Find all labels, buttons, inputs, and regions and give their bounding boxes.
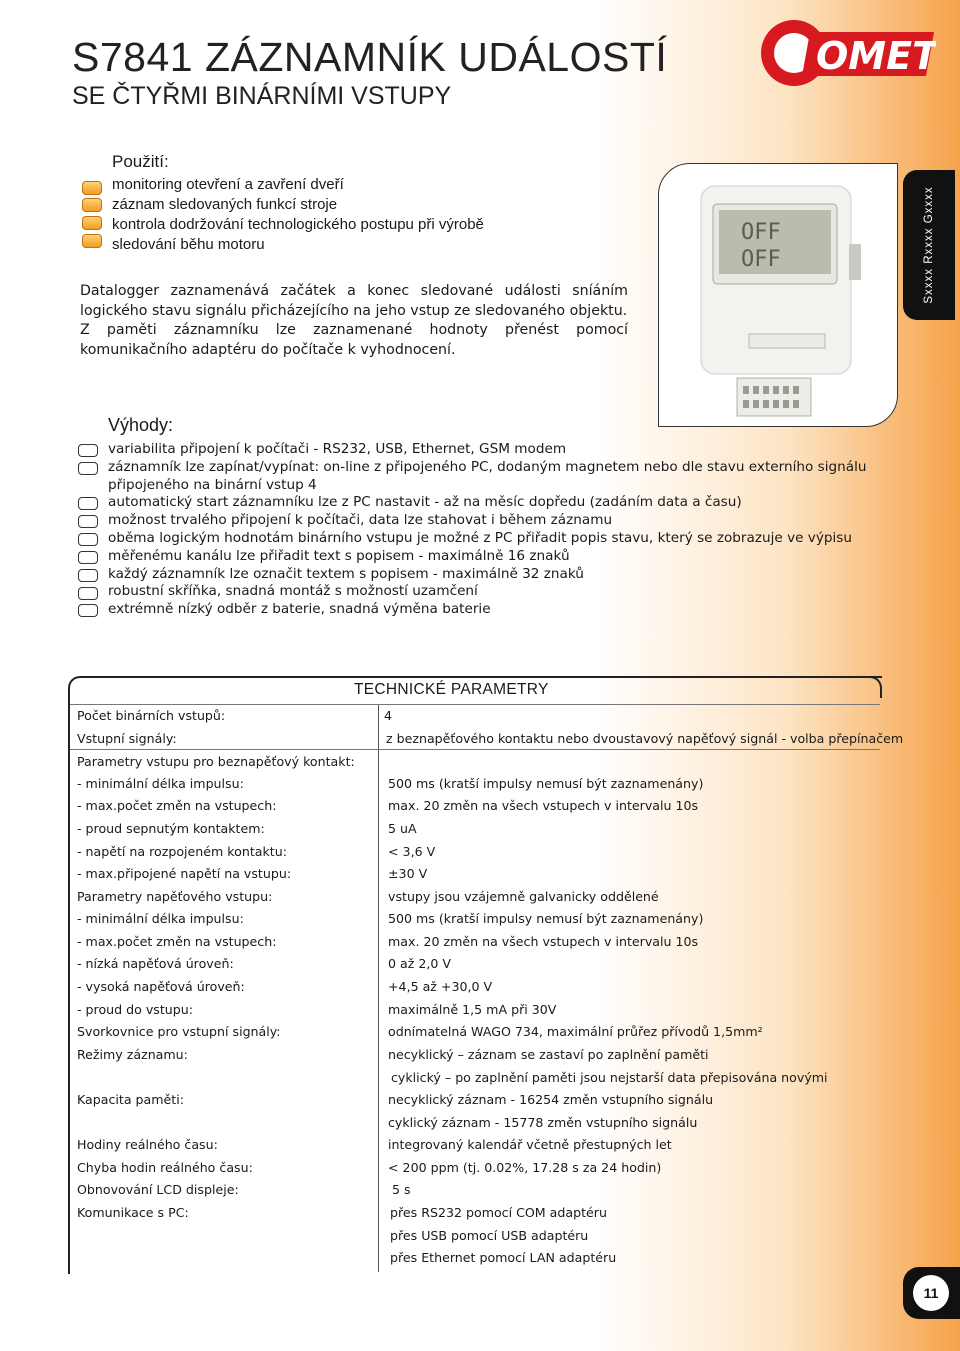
param-value: necyklický záznam - 16254 změn vstupního signálu bbox=[388, 1092, 714, 1107]
description-paragraph: Z paměti záznamníku lze zaznamenané hodnoty přenést pomocí komunikačního adaptéru do počítače k vyhodnocení. bbox=[80, 322, 628, 358]
param-value: 500 ms (kratší impulsy nemusí být zaznamenány) bbox=[388, 776, 704, 791]
checkbox-icon bbox=[78, 515, 98, 528]
usage-heading: Použití: bbox=[112, 152, 169, 171]
param-label: - minimální délka impulsu: bbox=[77, 911, 244, 926]
page-number: 11 bbox=[913, 1275, 949, 1311]
param-value: max. 20 změn na všech vstupech v intervalu 10s bbox=[388, 934, 699, 949]
param-label: - proud sepnutým kontaktem: bbox=[77, 821, 265, 836]
param-value: cyklický – po zaplnění paměti jsou nejstarší data přepisována novými bbox=[391, 1070, 828, 1085]
advantage-item: oběma logickým hodnotám binárního vstupu je možné z PC přiřadit popis stavu, který se zobrazuje ve výpisu bbox=[108, 530, 852, 546]
advantage-item: extrémně nízký odběr z baterie, snadná výměna baterie bbox=[108, 601, 491, 617]
param-label: Svorkovnice pro vstupní signály: bbox=[77, 1024, 281, 1039]
advantage-item: každý záznamník lze označit textem s popisem - maximálně 32 znaků bbox=[108, 566, 584, 582]
param-label: - max.připojené napětí na vstupu: bbox=[77, 866, 292, 881]
tech-params-heading: TECHNICKÉ PARAMETRY bbox=[354, 681, 549, 698]
param-value: 4 bbox=[384, 708, 393, 723]
usage-item: sledování běhu motoru bbox=[112, 236, 265, 253]
param-label: - max.počet změn na vstupech: bbox=[77, 798, 277, 813]
display-line-1: OFF bbox=[741, 220, 781, 245]
page-title: S7841 ZÁZNAMNÍK UDÁLOSTÍ bbox=[72, 34, 668, 80]
param-value: 0 až 2,0 V bbox=[388, 956, 451, 971]
page-subtitle: SE ČTYŘMI BINÁRNÍMI VSTUPY bbox=[72, 82, 452, 110]
param-value: z beznapěťového kontaktu nebo dvoustavový napěťový signál - volba přepínačem bbox=[386, 731, 904, 746]
param-value: < 3,6 V bbox=[388, 844, 436, 859]
device-photo bbox=[658, 163, 898, 427]
param-value: 5 uA bbox=[388, 821, 417, 836]
checkbox-icon bbox=[78, 551, 98, 564]
param-label: Obnovování LCD displeje: bbox=[77, 1182, 239, 1197]
bullet-icon bbox=[82, 234, 102, 248]
param-label: - nízká napěťová úroveň: bbox=[77, 956, 234, 971]
param-value: odnímatelná WAGO 734, maximální průřez přívodů 1,5mm² bbox=[388, 1024, 763, 1039]
param-label: Komunikace s PC: bbox=[77, 1205, 189, 1220]
param-label: - minimální délka impulsu: bbox=[77, 776, 244, 791]
param-label: Hodiny reálného času: bbox=[77, 1137, 218, 1152]
bullet-icon bbox=[82, 198, 102, 212]
advantage-item: robustní skříňka, snadná montáž s možností uzamčení bbox=[108, 583, 478, 599]
checkbox-icon bbox=[78, 497, 98, 510]
param-label: Parametry vstupu pro beznapěťový kontakt: bbox=[77, 754, 355, 769]
checkbox-icon bbox=[78, 533, 98, 546]
advantage-item: automatický start záznamníku lze z PC nastavit - až na měsíc dopředu (zadáním data a času) bbox=[108, 494, 742, 510]
description bbox=[80, 282, 628, 360]
advantage-item: záznamník lze zapínat/vypínat: on-line z připojeného PC, dodaným magnetem nebo dle stavu externího signálu bbox=[108, 459, 867, 475]
column-divider bbox=[378, 704, 379, 1272]
bullet-icon bbox=[82, 216, 102, 230]
checkbox-icon bbox=[78, 587, 98, 600]
param-value: přes USB pomocí USB adaptéru bbox=[390, 1228, 589, 1243]
param-value: 5 s bbox=[392, 1182, 411, 1197]
param-value: max. 20 změn na všech vstupech v intervalu 10s bbox=[388, 798, 699, 813]
param-label: Režimy záznamu: bbox=[77, 1047, 188, 1062]
side-tab-label: Sxxxx Rxxxx Gxxxx bbox=[923, 186, 935, 304]
param-label: Počet binárních vstupů: bbox=[77, 708, 226, 723]
param-value: necyklický – záznam se zastaví po zaplnění paměti bbox=[388, 1047, 709, 1062]
side-tab bbox=[903, 170, 955, 320]
param-label: Vstupní signály: bbox=[77, 731, 177, 746]
param-label: - proud do vstupu: bbox=[77, 1002, 193, 1017]
description-paragraph: Datalogger zaznamenává začátek a konec sledované události sníáním logického stavu signálu přicházejícího na jeho vstup ze sledovaného objektu. bbox=[80, 283, 628, 319]
advantage-item: možnost trvalého připojení k počítači, data lze stahovat i během záznamu bbox=[108, 512, 613, 528]
param-value: maximálně 1,5 mA při 30V bbox=[388, 1002, 557, 1017]
param-value: cyklický záznam - 15778 změn vstupního signálu bbox=[388, 1115, 698, 1130]
param-value: 500 ms (kratší impulsy nemusí být zaznamenány) bbox=[388, 911, 704, 926]
checkbox-icon bbox=[78, 462, 98, 475]
param-value: integrovaný kalendář včetně přestupných let bbox=[388, 1137, 672, 1152]
param-label: - napětí na rozpojeném kontaktu: bbox=[77, 844, 287, 859]
advantages-heading: Výhody: bbox=[108, 415, 174, 435]
checkbox-icon bbox=[78, 444, 98, 457]
checkbox-icon bbox=[78, 604, 98, 617]
comet-logo bbox=[758, 16, 936, 90]
param-label: - max.počet změn na vstupech: bbox=[77, 934, 277, 949]
param-value: přes RS232 pomocí COM adaptéru bbox=[390, 1205, 607, 1220]
usage-item: záznam sledovaných funkcí stroje bbox=[112, 196, 338, 213]
param-value: přes Ethernet pomocí LAN adaptéru bbox=[390, 1250, 617, 1265]
advantage-item: měřenému kanálu lze přiřadit text s popisem - maximálně 16 znaků bbox=[108, 548, 570, 564]
logo-text: OMET bbox=[816, 34, 936, 78]
usage-item: kontrola dodržování technologického postupu při výrobě bbox=[112, 216, 484, 233]
usage-item: monitoring otevření a zavření dveří bbox=[112, 176, 344, 193]
param-value: vstupy jsou vzájemně galvanicky oddělené bbox=[388, 889, 659, 904]
advantage-item: připojeného na binární vstup 4 bbox=[108, 477, 317, 493]
param-label: Chyba hodin reálného času: bbox=[77, 1160, 253, 1175]
bullet-icon bbox=[82, 181, 102, 195]
page-number-tab bbox=[903, 1267, 960, 1319]
advantage-item: variabilita připojení k počítači - RS232, USB, Ethernet, GSM modem bbox=[108, 441, 567, 457]
row-divider bbox=[70, 749, 880, 750]
display-line-2: OFF bbox=[741, 247, 781, 272]
param-value: ±30 V bbox=[388, 866, 428, 881]
param-value: < 200 ppm (tj. 0.02%, 17.28 s za 24 hodin) bbox=[388, 1160, 662, 1175]
checkbox-icon bbox=[78, 569, 98, 582]
param-value: +4,5 až +30,0 V bbox=[388, 979, 493, 994]
param-label: - vysoká napěťová úroveň: bbox=[77, 979, 245, 994]
row-divider bbox=[70, 704, 880, 705]
param-label: Parametry napěťového vstupu: bbox=[77, 889, 273, 904]
param-label: Kapacita paměti: bbox=[77, 1092, 184, 1107]
